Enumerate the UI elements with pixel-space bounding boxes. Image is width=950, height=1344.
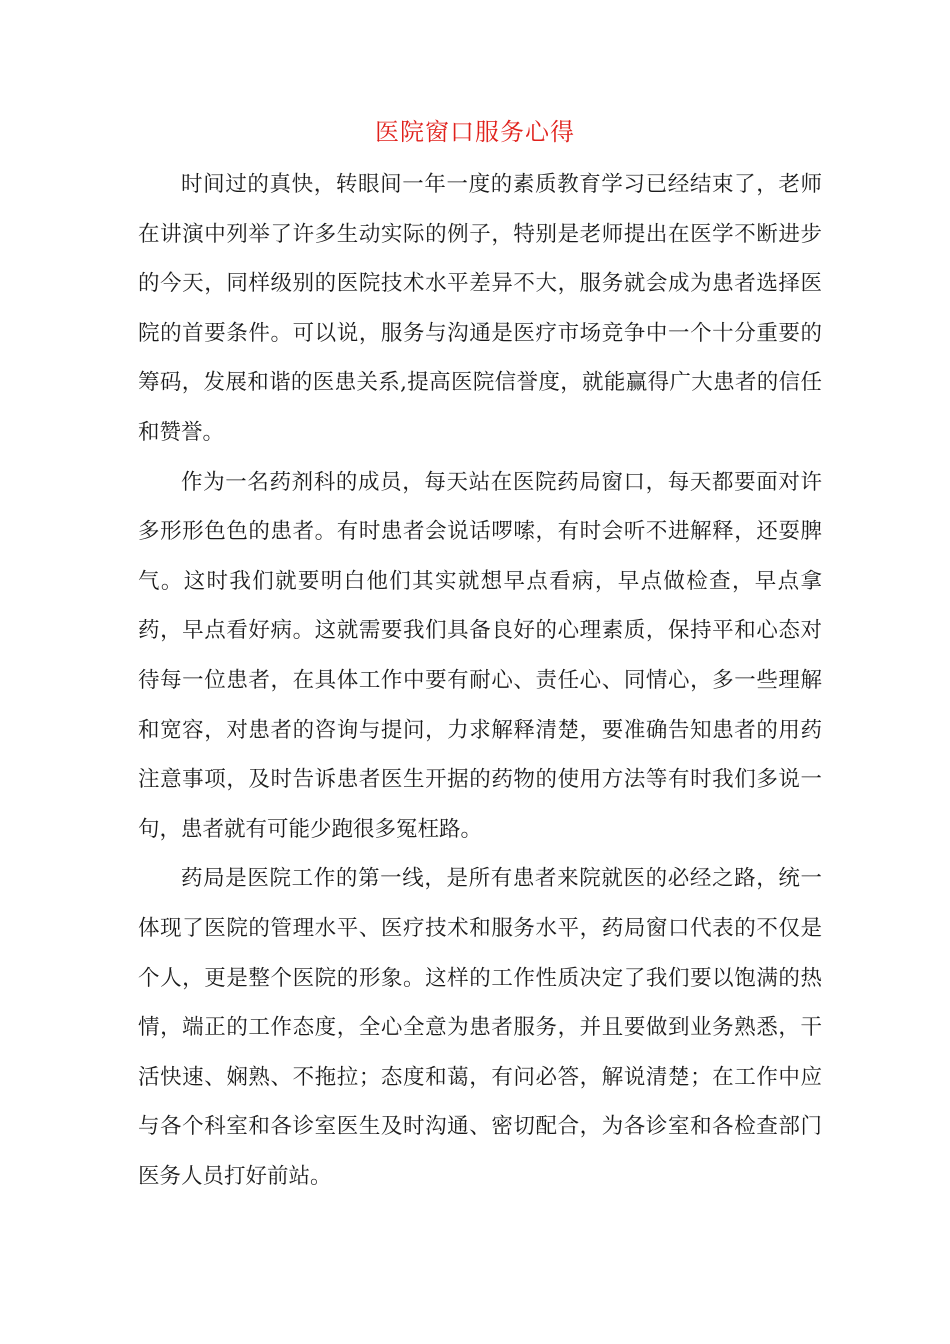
document-title: 医院窗口服务心得 [375,118,575,146]
paragraph-2: 作为一名药剂科的成员，每天站在医院药局窗口，每天都要面对许多形形色色的患者。有时患者会说话啰嗦，有时会听不进解释，还耍脾气。这时我们就要明白他们其实就想早点看病，早点做检查，早点拿药，早点看好病。这就需要我们具备良好的心理素质，保持平和心态对待每一位患者，在具体工作中要有耐心、责任心、同情心，多一些理解和宽容，对患者的咨询与提问，力求解释清楚，要准确告知患者的用药注意事项，及时告诉患者医生开据的药物的使用方法等有时我们多说一句，患者就有可能少跑很多冤枉路。 [138,469,822,842]
paragraph-3: 药局是医院工作的第一线，是所有患者来院就医的必经之路，统一体现了医院的管理水平、医疗技术和服务水平，药局窗口代表的不仅是个人，更是整个医院的形象。这样的工作性质决定了我们要以饱满的热情，端正的工作态度，全心全意为患者服务，并且要做到业务熟悉，干活快速、娴熟、不拖拉；态度和蔼，有问必答，解说清楚；在工作中应与各个科室和各诊室医生及时沟通、密切配合，为各诊室和各检查部门医务人员打好前站。 [138,866,822,1189]
document-body [138,160,822,1201]
paragraph-1: 时间过的真快，转眼间一年一度的素质教育学习已经结束了，老师在讲演中列举了许多生动实际的例子，特别是老师提出在医学不断进步的今天，同样级别的医院技术水平差异不大，服务就会成为患者选择医院的首要条件。可以说，服务与沟通是医疗市场竞争中一个十分重要的筹码，发展和谐的医患关系,提高医院信誉度，就能赢得广大患者的信任和赞誉。 [138,172,822,445]
